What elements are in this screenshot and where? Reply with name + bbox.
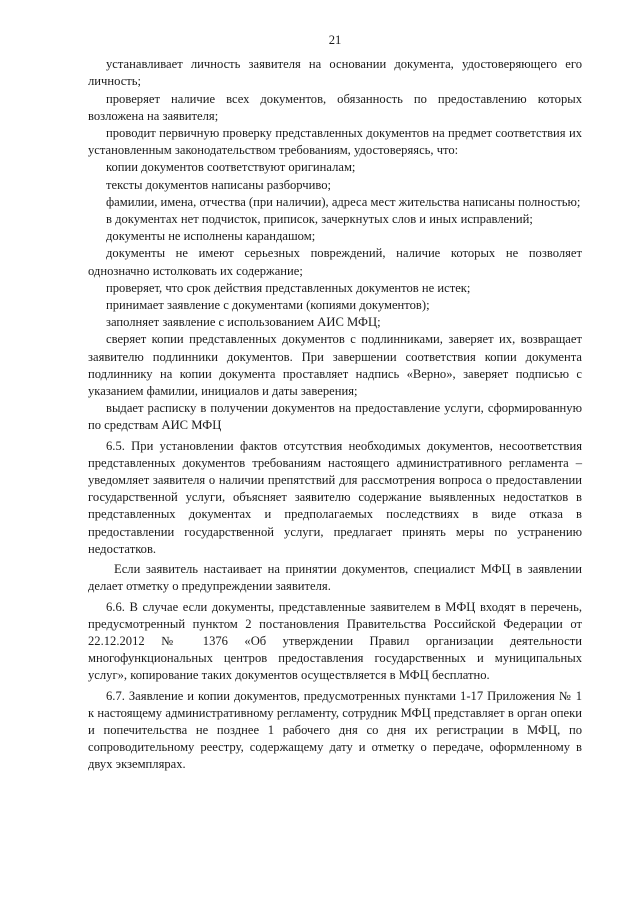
paragraph-copies-match: копии документов соответствуют оригиналам;	[106, 160, 356, 175]
paragraph-accept-application: принимает заявление с документами (копиями документов);	[106, 298, 430, 313]
paragraph-no-corrections: в документах нет подчисток, приписок, зачеркнутых слов и иных исправлений;	[106, 212, 533, 227]
paragraph-no-pencil: документы не исполнены карандашом;	[106, 229, 316, 244]
paragraph-applicant-insists: Если заявитель настаивает на принятии документов, специалист МФЦ в заявлении делает отметку о предупреждении заявителя.	[88, 562, 582, 594]
section-6-6: 6.6. В случае если документы, представленные заявителем в МФЦ входят в перечень, предусмотренный пунктом 2 постановления Правительства Российской Федерации от 22.12.2012 № 1376 «Об утверждении Правил организации деятельности многофункциональных центров предоставления государственных и муниципальных услуг», копирование таких документов осуществляется в МФЦ бесплатно.	[88, 599, 582, 683]
paragraph-documents-presence: проверяет наличие всех документов, обязанность по предоставлению которых возложена на заявителя;	[88, 91, 582, 123]
paragraph-no-damage: документы не имеют серьезных повреждений, наличие которых не позволяет однозначно истолковать их содержание;	[88, 246, 582, 278]
paragraph-validity-check: проверяет, что срок действия представленных документов не истек;	[106, 280, 471, 295]
section-6-7: 6.7. Заявление и копии документов, предусмотренных пунктами 1-17 Приложения № 1 к настоящему административному регламенту, сотрудник МФЦ представляет в орган опеки и попечительства не позднее 1 рабочего дня со дня их регистрации в МФЦ, по сопроводительному реестру, содержащему дату и отметку о передаче, оформленному в двух экземплярах.	[88, 688, 582, 772]
document-page	[88, 32, 582, 774]
paragraph-names-full: фамилии, имена, отчества (при наличии), адреса мест жительства написаны полностью;	[106, 194, 581, 209]
paragraph-issue-receipt: выдает расписку в получении документов на предоставление услуги, сформированную по средствам АИС МФЦ	[88, 401, 582, 433]
section-6-5: 6.5. При установлении фактов отсутствия необходимых документов, несоответствия представленных документов требованиям настоящего административного регламента – уведомляет заявителя о наличии препятствий для рассмотрения вопроса о предоставлении государственной услуги, объясняет заявителю содержание выявленных недостатков в представленных документах и предполагаемых последствиях в виде отказа в предоставлении государственной услуги, предлагает принять меры по устранению недостатков.	[88, 438, 582, 556]
paragraph-fill-application: заполняет заявление с использованием АИС МФЦ;	[106, 315, 381, 330]
page-number: 21	[328, 33, 342, 47]
paragraph-verify-copies: сверяет копии представленных документов с подлинниками, заверяет их, возвращает заявителю подлинники документов. При завершении соответствия копии документа подлиннику на копии документа проставляет надпись «Верно», заверяет подписью с указанием фамилии, инициалов и даты заверения;	[88, 332, 582, 399]
paragraph-legible-text: тексты документов написаны разборчиво;	[106, 177, 332, 192]
paragraph-identity-check: устанавливает личность заявителя на основании документа, удостоверяющего его личность;	[88, 57, 582, 89]
paragraph-initial-check: проводит первичную проверку представленных документов на предмет соответствия их установленным законодательством требованиям, удостоверяясь, что:	[88, 126, 582, 158]
